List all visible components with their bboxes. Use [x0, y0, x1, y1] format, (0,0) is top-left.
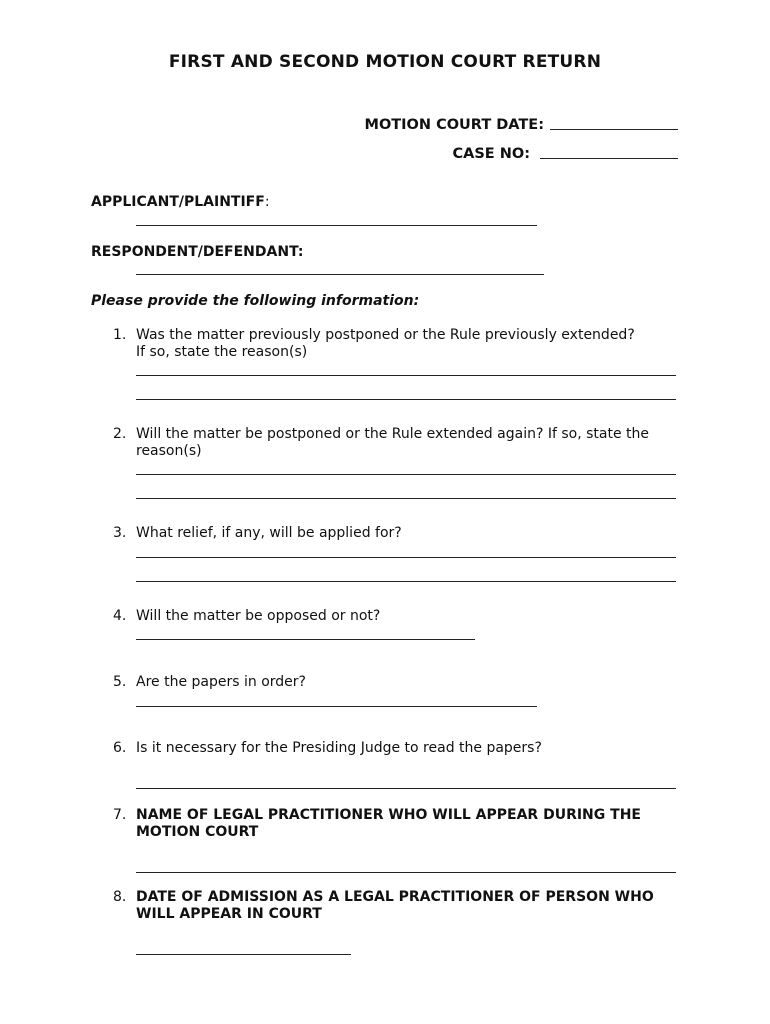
question-4-number: 4. [113, 608, 127, 624]
applicant-label-row [91, 194, 270, 210]
page-title: FIRST AND SECOND MOTION COURT RETURN [168, 52, 602, 72]
question-7-line2: MOTION COURT [136, 824, 259, 840]
instructions-heading: Please provide the following information: [91, 293, 420, 309]
applicant-label: APPLICANT/PLAINTIFF [91, 194, 265, 210]
question-1-answer-line-1[interactable] [136, 375, 676, 376]
motion-court-date-label: MOTION COURT DATE: [364, 117, 544, 133]
question-6-number: 6. [113, 740, 127, 756]
question-5-answer-line[interactable] [136, 706, 537, 707]
case-no-field[interactable] [540, 157, 678, 159]
respondent-field[interactable] [136, 274, 544, 275]
case-no-label: CASE NO: [452, 146, 530, 162]
question-4-answer-line[interactable] [136, 639, 475, 640]
question-2-answer-line-2[interactable] [136, 498, 676, 499]
applicant-colon: : [264, 194, 270, 210]
question-8-number: 8. [113, 889, 127, 905]
question-5-line1: Are the papers in order? [136, 674, 306, 690]
question-7-number: 7. [113, 807, 127, 823]
question-3-answer-line-1[interactable] [136, 557, 676, 558]
applicant-field[interactable] [136, 225, 537, 226]
question-5-number: 5. [113, 674, 127, 690]
question-8-answer-line[interactable] [136, 954, 351, 955]
question-7-line1: NAME OF LEGAL PRACTITIONER WHO WILL APPEAR DURING THE [136, 807, 641, 823]
motion-court-date-field[interactable] [550, 128, 678, 130]
question-6-line1: Is it necessary for the Presiding Judge to read the papers? [136, 740, 542, 756]
question-1-answer-line-2[interactable] [136, 399, 676, 400]
question-2-answer-line-1[interactable] [136, 474, 676, 475]
question-3-number: 3. [113, 525, 127, 541]
question-2-number: 2. [113, 426, 127, 442]
question-2-line2: reason(s) [136, 443, 202, 459]
question-1-line2: If so, state the reason(s) [136, 344, 308, 360]
question-2-line1: Will the matter be postponed or the Rule extended again? If so, state the [136, 426, 649, 442]
question-8-line2: WILL APPEAR IN COURT [136, 906, 322, 922]
question-4-line1: Will the matter be opposed or not? [136, 608, 381, 624]
question-3-answer-line-2[interactable] [136, 581, 676, 582]
question-1-number: 1. [113, 327, 127, 343]
case-no-row [452, 146, 678, 162]
respondent-label: RESPONDENT/DEFENDANT: [91, 244, 304, 260]
motion-court-date-row [365, 117, 678, 133]
question-6-answer-line[interactable] [136, 788, 676, 789]
question-7-answer-line[interactable] [136, 872, 676, 873]
question-3-line1: What relief, if any, will be applied for? [136, 525, 402, 541]
question-8-line1: DATE OF ADMISSION AS A LEGAL PRACTITIONER OF PERSON WHO [136, 889, 654, 905]
question-1-line1: Was the matter previously postponed or the Rule previously extended? [136, 327, 635, 343]
